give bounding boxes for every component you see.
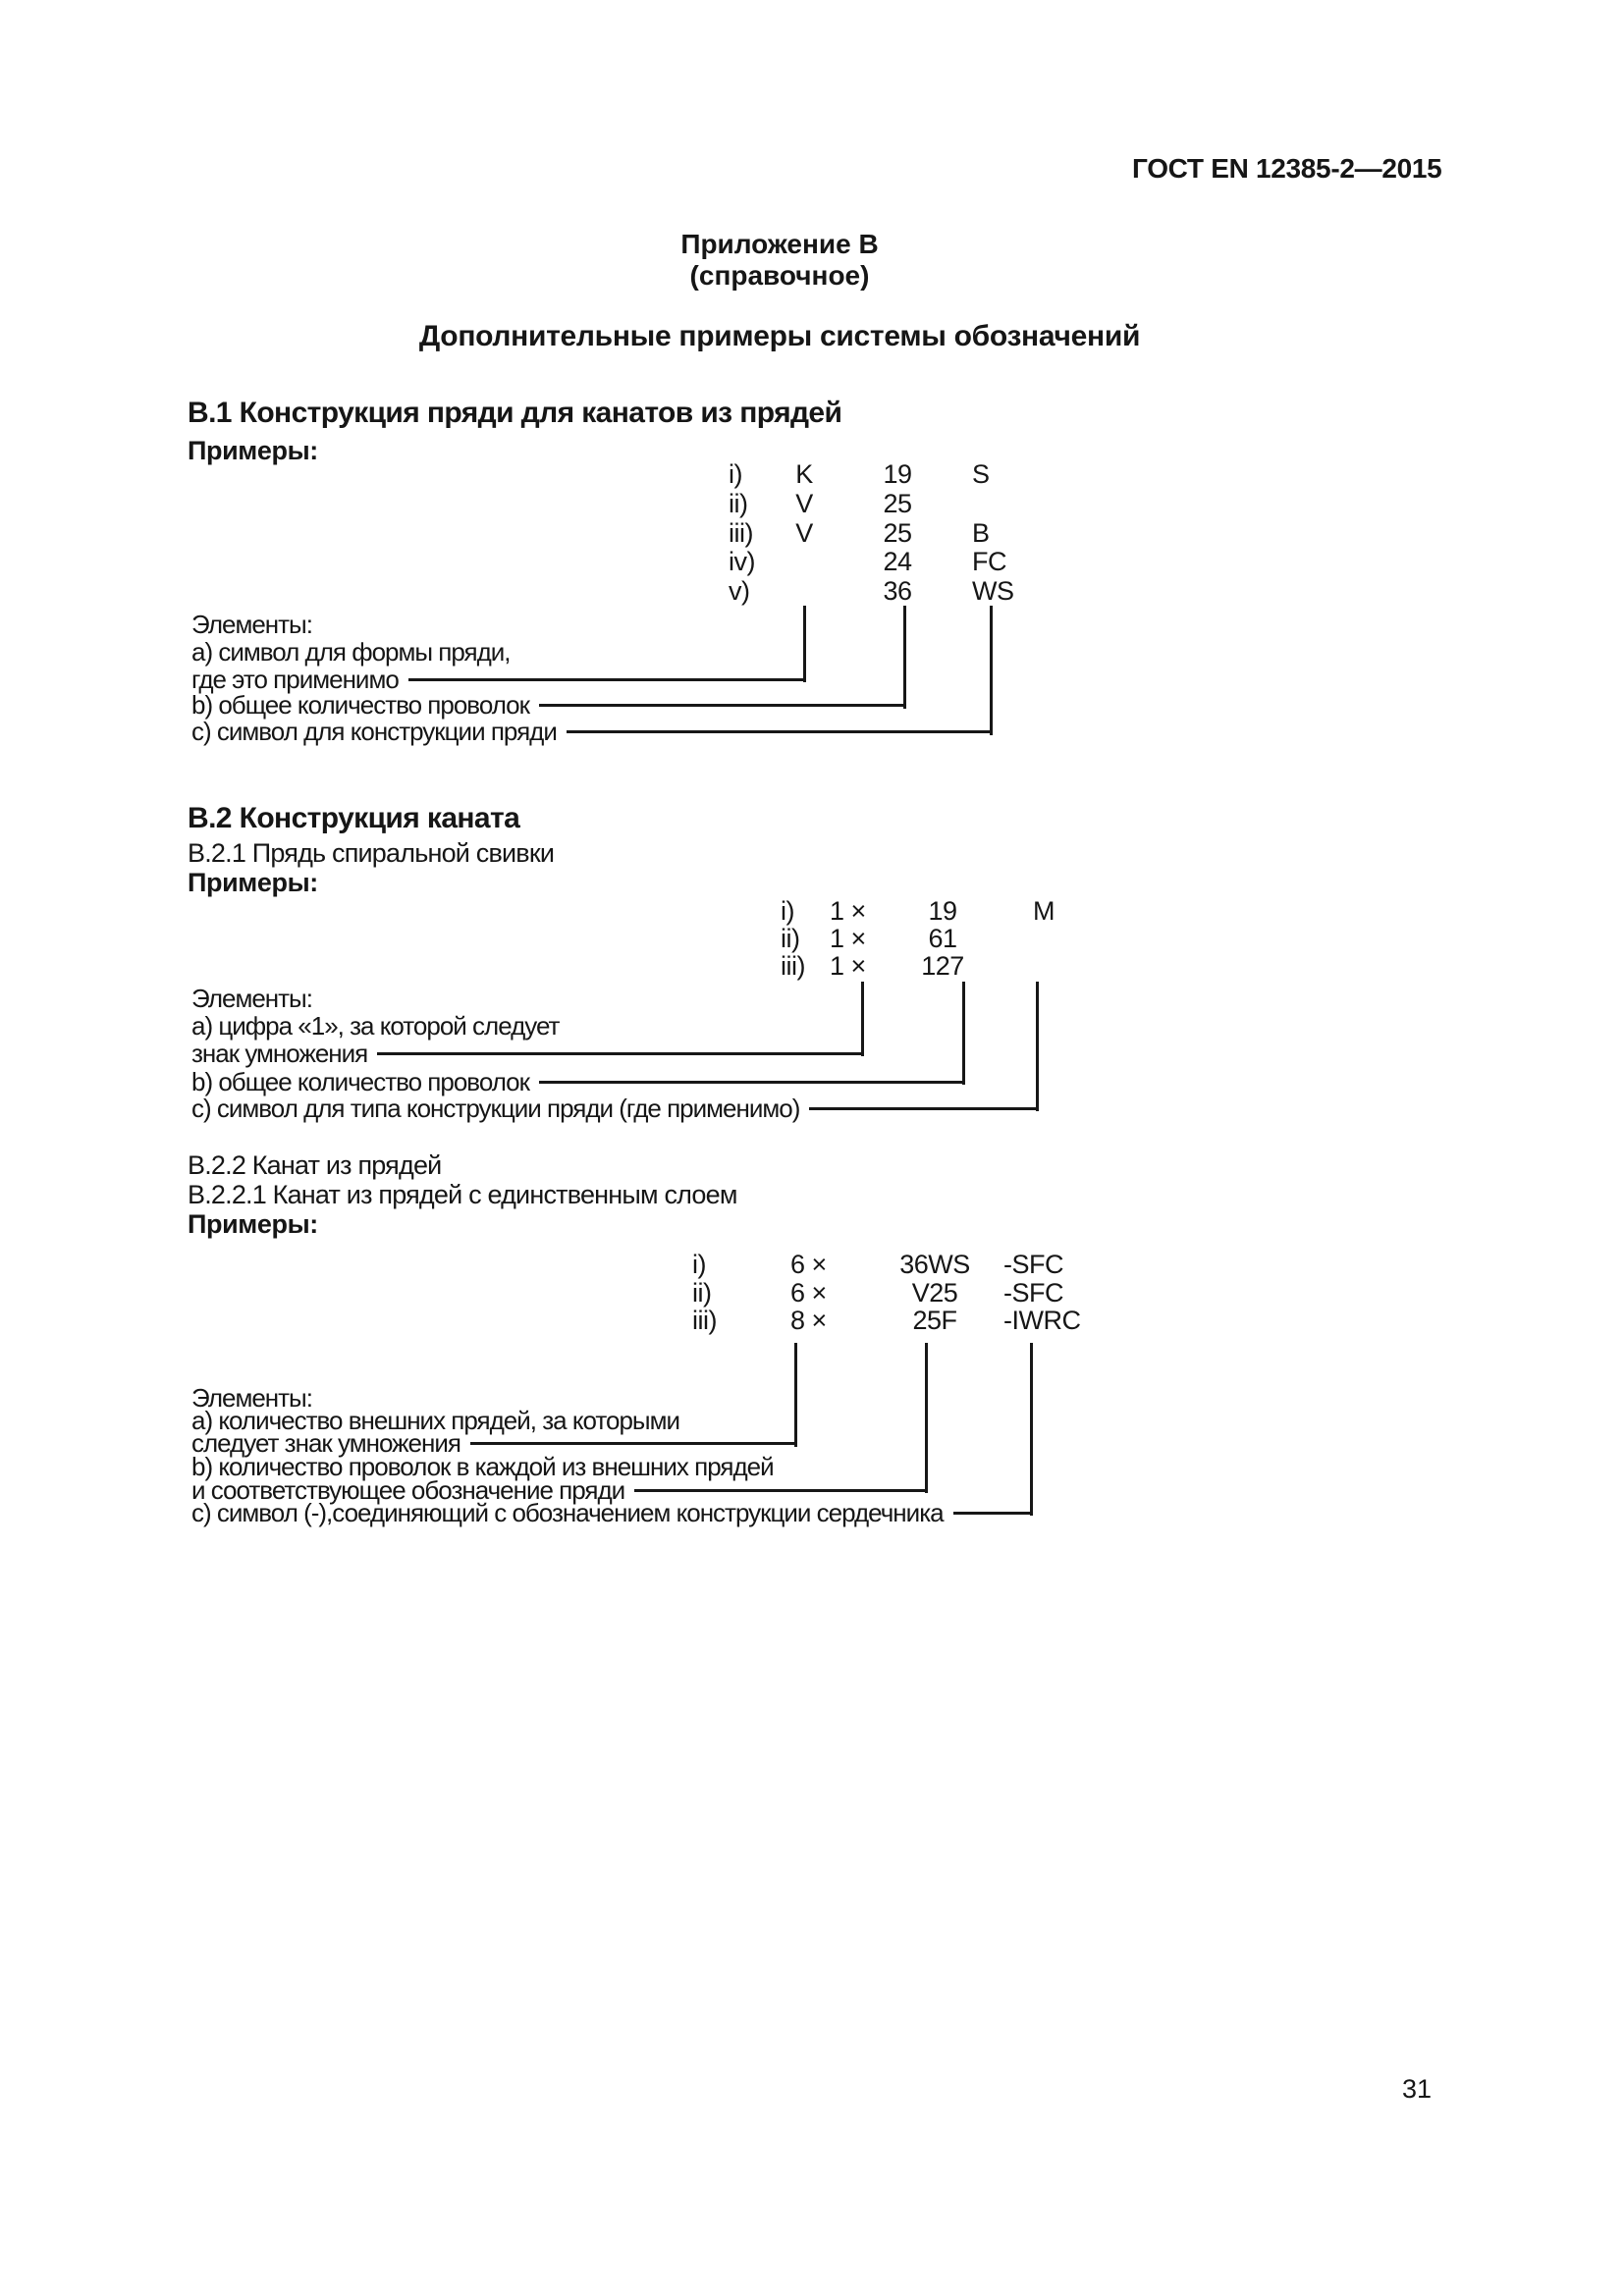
appendix-label: Приложение В: [680, 229, 879, 259]
b221-examples-label: Примеры:: [188, 1209, 318, 1239]
connector-hline: [539, 1081, 965, 1084]
wire-count: 36: [883, 576, 912, 606]
core-designation: -SFC: [1003, 1278, 1063, 1308]
connector-hline: [470, 1442, 797, 1445]
strand-shape-symbol: V: [795, 489, 813, 518]
strand-type-symbol: S: [972, 459, 990, 489]
section-b21-heading: В.2.1 Прядь спиральной свивки: [188, 838, 555, 868]
section-b22-heading: В.2.2 Канат из прядей: [188, 1150, 442, 1180]
row-numeral: iii): [692, 1306, 717, 1335]
wire-count: 24: [883, 547, 912, 576]
row-numeral: i): [692, 1250, 706, 1279]
b21-connector-vline-c: [1036, 982, 1039, 1111]
row-numeral: iv): [729, 547, 755, 576]
b1-elements-label: Элементы:: [191, 610, 312, 639]
section-b2-heading: В.2 Конструкция каната: [188, 802, 520, 834]
core-designation: -IWRC: [1003, 1306, 1081, 1335]
wire-count: 25: [883, 489, 912, 518]
outer-strand-multiplier: 8 ×: [790, 1306, 827, 1335]
b21-element-c: [191, 1095, 1039, 1122]
row-numeral: v): [729, 576, 750, 606]
strand-shape-symbol: V: [795, 518, 813, 548]
b21-designation-row: [0, 924, 1624, 953]
section-b221-heading: В.2.2.1 Канат из прядей с единственным слоем: [188, 1180, 737, 1209]
b1-designation-row: [0, 489, 1624, 518]
strand-designation: V25: [911, 1278, 958, 1308]
wire-count: 25: [883, 518, 912, 548]
b221-connector-vline-b: [925, 1343, 928, 1493]
b21-designation-row: [0, 951, 1624, 981]
outer-strand-multiplier: 6 ×: [790, 1278, 827, 1308]
b221-designation-row: [0, 1306, 1624, 1335]
b1-designation-row: [0, 547, 1624, 576]
connector-hline: [953, 1512, 1033, 1515]
wire-count: 61: [928, 924, 957, 953]
wire-count: 19: [928, 896, 957, 926]
page-number: 31: [1402, 2074, 1433, 2104]
element-label: b) общее количество проволок: [191, 690, 530, 720]
row-numeral: ii): [692, 1278, 712, 1308]
element-label: где это применимо: [191, 665, 399, 694]
multiplier: 1 ×: [830, 896, 866, 926]
b1-element-b: [191, 691, 906, 719]
b21-element-a-line1: a) цифра «1», за которой следует: [191, 1011, 560, 1041]
element-label: следует знак умножения: [191, 1428, 460, 1458]
b221-designation-row: [0, 1250, 1624, 1279]
outer-strand-multiplier: 6 ×: [790, 1250, 827, 1279]
construction-type-symbol: M: [1033, 896, 1055, 926]
b21-examples-label: Примеры:: [188, 868, 318, 897]
b221-connector-vline-c: [1030, 1343, 1033, 1516]
connector-hline: [567, 730, 993, 733]
b1-designation-row: [0, 576, 1624, 606]
b1-element-a-line1: a) символ для формы пряди,: [191, 637, 511, 667]
row-numeral: i): [781, 896, 794, 926]
b1-designation-row: [0, 459, 1624, 489]
wire-count: 127: [921, 951, 964, 981]
strand-type-symbol: B: [972, 518, 990, 548]
strand-designation: 25F: [912, 1306, 957, 1335]
connector-hline: [408, 678, 806, 681]
b21-designation-row: [0, 896, 1624, 926]
element-label: и соответствующее обозначение пряди: [191, 1475, 625, 1505]
row-numeral: ii): [781, 924, 800, 953]
connector-hline: [377, 1052, 864, 1055]
element-label: c) символ (-),соединяющий с обозначением конструкции сердечника: [191, 1498, 944, 1527]
doc-number: ГОСТ EN 12385-2—2015: [1132, 153, 1442, 184]
appendix-title: Дополнительные примеры системы обозначений: [418, 320, 1141, 352]
row-numeral: iii): [729, 518, 753, 548]
strand-designation: 36WS: [899, 1250, 970, 1279]
row-numeral: ii): [729, 489, 748, 518]
element-label: знак умножения: [191, 1039, 368, 1068]
b221-element-b-line1: b) количество проволок в каждой из внешних прядей: [191, 1452, 774, 1481]
section-b1-heading: В.1 Конструкция пряди для канатов из прядей: [188, 397, 842, 429]
element-label: c) символ для типа конструкции пряди (где применимо): [191, 1094, 800, 1123]
b21-element-a-line2: [191, 1040, 864, 1067]
row-numeral: iii): [781, 951, 805, 981]
wire-count: 19: [883, 459, 912, 489]
multiplier: 1 ×: [830, 924, 866, 953]
b21-elements-label: Элементы:: [191, 984, 312, 1013]
element-label: c) символ для конструкции пряди: [191, 717, 557, 746]
multiplier: 1 ×: [830, 951, 866, 981]
appendix-kind: (справочное): [689, 260, 870, 291]
b221-element-c: [191, 1499, 1033, 1526]
b1-connector-vline-c: [990, 606, 993, 735]
strand-type-symbol: WS: [972, 576, 1014, 606]
b1-element-a-line2: [191, 666, 806, 693]
b1-designation-row: [0, 518, 1624, 548]
b221-element-a-line1: a) количество внешних прядей, за которыми: [191, 1406, 680, 1435]
connector-hline: [539, 704, 906, 707]
connector-hline: [634, 1489, 928, 1492]
b221-designation-row: [0, 1278, 1624, 1308]
element-label: b) общее количество проволок: [191, 1067, 530, 1096]
connector-hline: [809, 1107, 1039, 1110]
b1-examples-label: Примеры:: [188, 436, 318, 465]
b221-elements-label: Элементы:: [191, 1383, 312, 1413]
b1-element-c: [191, 718, 993, 745]
row-numeral: i): [729, 459, 742, 489]
b21-element-b: [191, 1068, 965, 1095]
strand-shape-symbol: K: [795, 459, 813, 489]
strand-type-symbol: FC: [972, 547, 1006, 576]
core-designation: -SFC: [1003, 1250, 1063, 1279]
